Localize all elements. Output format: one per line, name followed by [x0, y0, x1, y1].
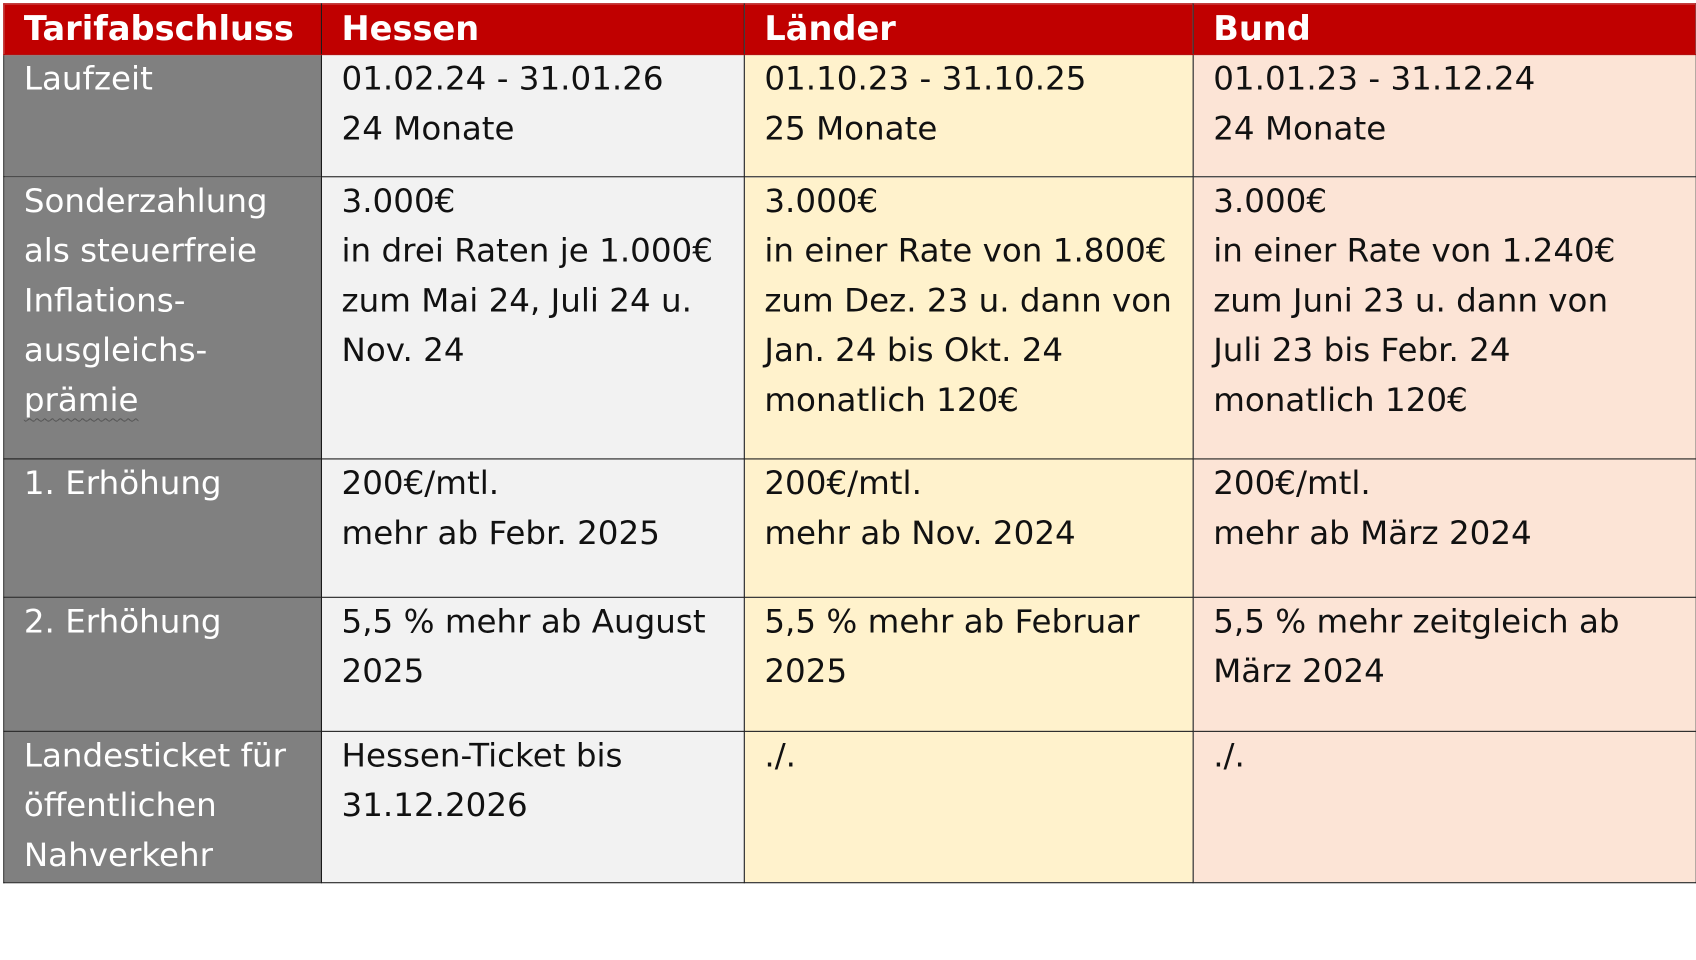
table-header-row — [4, 4, 1696, 55]
row-label-sonderzahlung — [4, 177, 322, 459]
cell-sonderzahlung-hessen: 3.000€ in drei Raten je 1.000€ zum Mai 24, Juli 24 u. Nov. 24 — [321, 177, 744, 459]
cell-erhoehung-1-bund: 200€/mtl. mehr ab März 2024 — [1193, 459, 1696, 597]
cell-laufzeit-hessen: 01.02.24 - 31.01.26 24 Monate — [321, 55, 744, 177]
cell-erhoehung-1-hessen: 200€/mtl. mehr ab Febr. 2025 — [321, 459, 744, 597]
cell-erhoehung-2-hessen: 5,5 % mehr ab August 2025 — [321, 597, 744, 731]
cell-sonderzahlung-laender: 3.000€ in einer Rate von 1.800€ zum Dez. 23 u. dann von Jan. 24 bis Okt. 24 monatlich 120€ — [744, 177, 1193, 459]
cell-landesticket-hessen: Hessen-Ticket bis 31.12.2026 — [321, 731, 744, 882]
cell-erhoehung-2-laender: 5,5 % mehr ab Februar 2025 — [744, 597, 1193, 731]
header-tarifabschluss: Tarifabschluss — [4, 4, 322, 55]
row-erhoehung-2 — [4, 597, 1696, 731]
row-erhoehung-1 — [4, 459, 1696, 597]
row-sonderzahlung — [4, 177, 1696, 459]
header-hessen: Hessen — [321, 4, 744, 55]
cell-sonderzahlung-bund: 3.000€ in einer Rate von 1.240€ zum Juni 23 u. dann von Juli 23 bis Febr. 24 monatlich 120€ — [1193, 177, 1696, 459]
row-label-erhoehung-2: 2. Erhöhung — [4, 597, 322, 731]
row-landesticket — [4, 731, 1696, 882]
row-label-laufzeit: Laufzeit — [4, 55, 322, 177]
tarif-comparison-table — [3, 3, 1696, 883]
row-label-erhoehung-1: 1. Erhöhung — [4, 459, 322, 597]
cell-laufzeit-laender: 01.10.23 - 31.10.25 25 Monate — [744, 55, 1193, 177]
row-label-sonderzahlung-last: prämie — [23, 381, 139, 420]
cell-landesticket-bund: ./. — [1193, 731, 1696, 882]
cell-erhoehung-1-laender: 200€/mtl. mehr ab Nov. 2024 — [744, 459, 1193, 597]
cell-laufzeit-bund: 01.01.23 - 31.12.24 24 Monate — [1193, 55, 1696, 177]
row-label-sonderzahlung-text: Sonderzahlung als steuerfreie Inflations- ausgleichs- — [23, 182, 268, 370]
cell-landesticket-laender: ./. — [744, 731, 1193, 882]
cell-erhoehung-2-bund: 5,5 % mehr zeitgleich ab März 2024 — [1193, 597, 1696, 731]
row-label-landesticket: Landesticket für öffentlichen Nahverkehr — [4, 731, 322, 882]
header-laender: Länder — [744, 4, 1193, 55]
header-bund: Bund — [1193, 4, 1696, 55]
row-laufzeit — [4, 55, 1696, 177]
